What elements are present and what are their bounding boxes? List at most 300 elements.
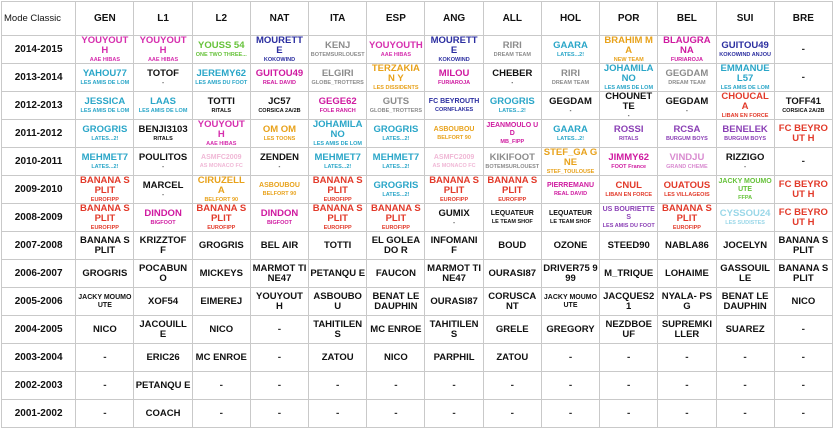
winner-name: BANANA SPLIT bbox=[196, 203, 247, 224]
winner-cell bbox=[541, 36, 599, 64]
empty-marker: - bbox=[685, 351, 689, 363]
winner-name: JACQUES2 1 bbox=[603, 290, 655, 312]
winner-cell bbox=[600, 260, 658, 288]
winner-name: PETANQU E bbox=[310, 267, 366, 279]
winner-name: TOTOF bbox=[147, 68, 179, 80]
winner-name: GROGRIS bbox=[82, 124, 128, 136]
winner-name: YOUYOUT H bbox=[139, 35, 187, 56]
winner-cell bbox=[658, 176, 716, 204]
winner-cell bbox=[425, 176, 483, 204]
team-name: GRAND CHEME bbox=[666, 163, 708, 170]
winner-cell bbox=[134, 92, 192, 120]
winner-cell bbox=[134, 204, 192, 232]
column-header-nat: NAT bbox=[250, 2, 308, 36]
winner-cell bbox=[425, 344, 483, 372]
winner-name: GREGORY bbox=[546, 323, 595, 335]
team-name: LATES...2! bbox=[382, 135, 410, 142]
winner-name: MEHMET7 bbox=[314, 152, 361, 164]
winner-name: JEREMY62 bbox=[196, 68, 247, 80]
winner-cell bbox=[309, 176, 367, 204]
team-name: AS MONACO FC bbox=[432, 163, 476, 169]
winner-name: CORUSCA NT bbox=[488, 290, 537, 312]
winner-cell bbox=[367, 288, 425, 316]
winner-cell bbox=[425, 288, 483, 316]
winner-cell bbox=[76, 64, 134, 92]
winner-name: GEGE62 bbox=[318, 96, 357, 108]
winner-cell bbox=[425, 92, 483, 120]
season-label: 2009-2010 bbox=[2, 176, 76, 204]
team-name: LES AMIS DE LOM bbox=[138, 107, 188, 114]
team-name: DREAM TEAM bbox=[551, 79, 590, 86]
team-name: DREAM TEAM bbox=[668, 79, 706, 86]
winner-name: GEGDAM bbox=[549, 96, 592, 108]
winner-cell bbox=[600, 344, 658, 372]
empty-marker: - bbox=[277, 379, 282, 391]
winner-cell bbox=[367, 92, 425, 120]
winner-cell bbox=[658, 92, 716, 120]
team-name: LATES...2! bbox=[382, 163, 410, 170]
winner-name: VINDJU bbox=[669, 152, 705, 164]
table-row bbox=[2, 232, 833, 260]
column-header-bel: BEL bbox=[658, 2, 716, 36]
winner-cell bbox=[367, 148, 425, 176]
winner-cell bbox=[134, 148, 192, 176]
winner-cell bbox=[192, 204, 250, 232]
team-name: GLOBE_TROTTERS bbox=[369, 107, 423, 114]
team-name: LES AMIS DU FOOT bbox=[602, 223, 655, 229]
winner-name: LAAS bbox=[150, 96, 176, 108]
winner-name: FAUCON bbox=[375, 267, 416, 279]
winner-cell bbox=[250, 288, 308, 316]
team-name: EUROFIPP bbox=[672, 224, 701, 231]
winner-name: GROGRIS bbox=[82, 267, 128, 279]
winner-name: MARMOT TINE47 bbox=[252, 262, 307, 284]
winner-name: POCABUN O bbox=[139, 262, 188, 284]
winner-name: MEHMET7 bbox=[81, 152, 129, 164]
table-row bbox=[2, 92, 833, 120]
team-name: RITALS bbox=[618, 135, 639, 142]
empty-marker: - bbox=[743, 407, 747, 419]
empty-marker: - bbox=[219, 379, 223, 391]
team-name: CORSICA 2A/2B bbox=[258, 107, 301, 114]
winner-name: YOUYOUT H bbox=[81, 35, 129, 56]
table-row bbox=[2, 316, 833, 344]
winner-cell bbox=[716, 92, 774, 120]
winner-cell bbox=[76, 204, 134, 232]
winner-name: BANANA SPLIT bbox=[662, 203, 712, 224]
empty-marker: - bbox=[685, 379, 689, 391]
team-name: EUROFIPP bbox=[498, 196, 527, 203]
season-label: 2005-2006 bbox=[2, 288, 76, 316]
winner-cell bbox=[774, 232, 832, 260]
winner-cell bbox=[600, 232, 658, 260]
winner-cell bbox=[425, 372, 483, 400]
winner-name: JOCELYN bbox=[723, 239, 768, 251]
winner-cell bbox=[483, 148, 541, 176]
winner-name: MC ENROE bbox=[370, 323, 422, 335]
empty-marker: - bbox=[452, 379, 456, 391]
winner-name: JEANMOULO UD bbox=[486, 122, 539, 137]
table-row bbox=[2, 400, 833, 428]
winner-cell bbox=[600, 204, 658, 232]
team-name: LATES...2! bbox=[324, 163, 352, 170]
winner-name: DINDON bbox=[260, 208, 299, 220]
team-name: EUROFIPP bbox=[90, 196, 119, 203]
winner-cell bbox=[716, 36, 774, 64]
winner-cell bbox=[774, 316, 832, 344]
winner-name: MICKEYS bbox=[199, 267, 243, 279]
empty-marker: - bbox=[568, 379, 573, 391]
winner-cell bbox=[716, 260, 774, 288]
winner-cell bbox=[425, 36, 483, 64]
winner-name: OUATOUS bbox=[663, 180, 711, 192]
empty-marker: - bbox=[336, 407, 340, 419]
winner-name: CYSSOU24 bbox=[719, 208, 771, 220]
winner-cell bbox=[250, 344, 308, 372]
team-name: DREAM TEAM bbox=[493, 51, 531, 58]
season-label: 2001-2002 bbox=[2, 400, 76, 428]
winner-cell bbox=[600, 64, 658, 92]
winner-cell bbox=[483, 64, 541, 92]
winner-cell bbox=[774, 148, 832, 176]
team-name: LES DISSIDENTS bbox=[373, 84, 419, 91]
team-name: LATES...2! bbox=[91, 163, 119, 170]
winner-cell bbox=[192, 400, 250, 428]
team-name: - bbox=[162, 79, 164, 86]
team-name: AAE HIBAS bbox=[147, 56, 179, 63]
winner-cell bbox=[134, 36, 192, 64]
team-name: - bbox=[278, 163, 281, 170]
winner-name: GROGRIS bbox=[198, 239, 244, 251]
winner-cell bbox=[134, 232, 192, 260]
team-name: LES TOONS bbox=[263, 135, 296, 142]
winner-cell bbox=[774, 260, 832, 288]
winner-cell bbox=[716, 148, 774, 176]
winner-name: BANANA SPLIT bbox=[312, 175, 363, 196]
winner-cell bbox=[134, 176, 192, 204]
empty-marker: - bbox=[277, 323, 282, 335]
table-row bbox=[2, 148, 833, 176]
winner-cell bbox=[425, 400, 483, 428]
team-name: FOLE RANCH bbox=[319, 107, 356, 114]
winner-cell bbox=[774, 344, 832, 372]
winner-cell bbox=[192, 372, 250, 400]
empty-marker: - bbox=[103, 407, 107, 419]
team-name: LIBAN EN FORCE bbox=[605, 191, 653, 198]
winner-name: NABLA86 bbox=[664, 239, 709, 251]
winner-cell bbox=[309, 204, 367, 232]
team-name: AS MONACO FC bbox=[199, 163, 243, 169]
winner-name: OM OM bbox=[262, 124, 297, 136]
winner-name: TOFF41 bbox=[785, 96, 821, 108]
season-label: 2007-2008 bbox=[2, 232, 76, 260]
winner-name: BRAHIM MA bbox=[604, 35, 653, 56]
team-name: BELFORT 90 bbox=[437, 135, 471, 141]
team-name: BIGFOOT bbox=[266, 219, 292, 226]
table-row bbox=[2, 372, 833, 400]
team-name: BOTEMSURLOUEST bbox=[485, 163, 540, 170]
empty-marker: - bbox=[394, 407, 398, 419]
winner-name: BANANA SPLIT bbox=[487, 175, 538, 196]
team-name: LIBAN EN FORCE bbox=[721, 112, 769, 119]
team-name: GLOBE_TROTTERS bbox=[311, 79, 364, 86]
team-name: LE TEAM SHOF bbox=[491, 219, 533, 225]
winner-name: BENAT LE DAUPHIN bbox=[721, 290, 769, 312]
team-name: EUROFIPP bbox=[323, 196, 352, 203]
winner-cell bbox=[483, 232, 541, 260]
empty-marker: - bbox=[510, 407, 514, 419]
winner-cell bbox=[76, 120, 134, 148]
winner-name: GUMIX bbox=[438, 208, 470, 220]
empty-marker: - bbox=[627, 351, 631, 363]
team-name: EUROFIPP bbox=[381, 224, 410, 231]
season-label: 2012-2013 bbox=[2, 92, 76, 120]
team-name: LES SUDISTES bbox=[725, 219, 765, 226]
winner-cell bbox=[192, 288, 250, 316]
team-name: CORNFLAKES bbox=[434, 107, 474, 113]
winner-name: GUTS bbox=[382, 96, 410, 108]
empty-marker: - bbox=[277, 351, 282, 363]
winner-cell bbox=[76, 176, 134, 204]
winner-name: NEZDBOE UF bbox=[605, 318, 652, 340]
winner-name: LEQUATEUR bbox=[548, 210, 593, 217]
winner-cell bbox=[774, 372, 832, 400]
winner-cell bbox=[541, 92, 599, 120]
winner-cell bbox=[250, 400, 308, 428]
winner-cell bbox=[250, 372, 308, 400]
empty-marker: - bbox=[685, 407, 689, 419]
winner-name: BANANA SPLIT bbox=[79, 175, 130, 196]
winner-name: FC BEYROUT H bbox=[778, 178, 828, 200]
winner-cell bbox=[134, 260, 192, 288]
winner-cell bbox=[716, 232, 774, 260]
winner-cell bbox=[250, 64, 308, 92]
winner-name: BLAUGRA NA bbox=[663, 35, 711, 56]
winner-name: XOF54 bbox=[148, 295, 179, 307]
winner-name: ASMFC2009 bbox=[201, 154, 242, 161]
team-name: LES AMIS DE LOM bbox=[313, 140, 363, 147]
winner-cell bbox=[716, 64, 774, 92]
team-name: EUROFIPP bbox=[323, 224, 352, 231]
winner-cell bbox=[367, 372, 425, 400]
team-name: AAE HIBAS bbox=[89, 56, 120, 63]
winner-name: CNUL bbox=[615, 180, 642, 192]
winner-name: BANANA SPLIT bbox=[429, 175, 479, 196]
empty-marker: - bbox=[801, 323, 806, 335]
winner-cell bbox=[76, 260, 134, 288]
team-name: BOTEMSURLOUEST bbox=[310, 51, 365, 58]
winner-cell bbox=[192, 120, 250, 148]
winner-cell bbox=[76, 148, 134, 176]
empty-marker: - bbox=[452, 407, 456, 419]
winner-cell bbox=[192, 64, 250, 92]
team-name: REAL DAVID bbox=[553, 191, 588, 197]
winner-cell bbox=[483, 316, 541, 344]
winner-cell bbox=[658, 344, 716, 372]
winner-cell bbox=[658, 64, 716, 92]
winner-cell bbox=[76, 92, 134, 120]
winner-cell bbox=[716, 372, 774, 400]
winner-cell bbox=[774, 120, 832, 148]
winner-name: KIKIFOOT bbox=[489, 152, 535, 164]
winner-cell bbox=[367, 36, 425, 64]
winner-name: YAHOU77 bbox=[82, 68, 127, 80]
winner-name: GEGDAM bbox=[665, 96, 709, 108]
winner-cell bbox=[367, 176, 425, 204]
winner-name: GROGRIS bbox=[489, 96, 535, 108]
winner-cell bbox=[483, 344, 541, 372]
winner-name: ROSSI bbox=[613, 124, 644, 136]
winner-cell bbox=[250, 204, 308, 232]
winner-cell bbox=[600, 372, 658, 400]
winner-cell bbox=[76, 372, 134, 400]
winner-cell bbox=[192, 316, 250, 344]
winner-cell bbox=[309, 344, 367, 372]
column-header-l2: L2 bbox=[192, 2, 250, 36]
winner-name: BOUD bbox=[498, 239, 527, 251]
empty-marker: - bbox=[801, 43, 806, 55]
winner-cell bbox=[716, 344, 774, 372]
winner-name: RIRI bbox=[502, 40, 522, 52]
winner-cell bbox=[425, 316, 483, 344]
winner-cell bbox=[192, 148, 250, 176]
winner-name: NICO bbox=[384, 351, 408, 363]
team-name: BURGUM BOYS bbox=[724, 135, 767, 142]
empty-marker: - bbox=[510, 379, 514, 391]
team-name: EUROFIPP bbox=[90, 224, 119, 231]
winner-name: COACH bbox=[145, 407, 181, 419]
winner-name: GAARA bbox=[553, 40, 588, 52]
winner-name: OZONE bbox=[553, 239, 588, 251]
winner-cell bbox=[134, 316, 192, 344]
winner-name: BANANA SPLIT bbox=[79, 203, 130, 224]
winner-name: JIMMY62 bbox=[608, 152, 650, 164]
winner-cell bbox=[658, 316, 716, 344]
winner-name: EL GOLEADO R bbox=[371, 234, 421, 256]
team-name: REAL DAVID bbox=[262, 79, 297, 86]
empty-marker: - bbox=[277, 407, 282, 419]
winner-name: TAHITILEN S bbox=[429, 318, 479, 340]
season-label: 2002-2003 bbox=[2, 372, 76, 400]
winner-cell bbox=[774, 64, 832, 92]
winner-name: CIRUZELL A bbox=[197, 175, 245, 196]
winner-cell bbox=[774, 204, 832, 232]
winner-cell bbox=[483, 288, 541, 316]
winner-name: KRIZZTOF F bbox=[139, 234, 187, 256]
winner-name: YOUYOUT H bbox=[197, 119, 245, 140]
winner-name: TOTTI bbox=[324, 239, 352, 251]
team-name: ONE TWO THREE... bbox=[195, 51, 247, 58]
champions-table bbox=[1, 1, 833, 428]
winner-cell bbox=[658, 148, 716, 176]
winner-name: DRIVER75 999 bbox=[543, 262, 598, 284]
winner-name: MOURETT E bbox=[430, 35, 478, 56]
team-name: LATES...2! bbox=[498, 107, 526, 114]
winner-cell bbox=[309, 400, 367, 428]
team-name: - bbox=[511, 79, 514, 86]
winner-name: OURASI87 bbox=[430, 295, 478, 307]
team-name: - bbox=[569, 107, 572, 114]
team-name: NEW TEAM bbox=[613, 56, 644, 63]
table-row bbox=[2, 120, 833, 148]
winner-cell bbox=[76, 36, 134, 64]
season-label: 2010-2011 bbox=[2, 148, 76, 176]
empty-marker: - bbox=[394, 379, 398, 391]
winner-name: MILOU bbox=[438, 68, 470, 80]
winner-cell bbox=[716, 288, 774, 316]
team-name: LES AMIS DE LOM bbox=[720, 84, 770, 91]
winner-name: CHOUNET TE bbox=[605, 91, 653, 112]
table-body bbox=[2, 36, 833, 428]
header-row bbox=[2, 2, 833, 36]
winner-name: MOURETT E bbox=[255, 35, 303, 56]
winner-cell bbox=[483, 120, 541, 148]
winner-cell bbox=[716, 120, 774, 148]
winner-name: GUITOU49 bbox=[255, 68, 304, 80]
season-label: 2008-2009 bbox=[2, 204, 76, 232]
winner-name: BENELEK bbox=[722, 124, 768, 136]
winner-name: CHEBER bbox=[492, 68, 533, 80]
winner-cell bbox=[600, 176, 658, 204]
empty-marker: - bbox=[801, 71, 806, 83]
team-name: - bbox=[744, 163, 747, 170]
winner-name: YOUYOUT H bbox=[255, 290, 303, 312]
column-header-gen: GEN bbox=[76, 2, 134, 36]
winner-cell bbox=[367, 260, 425, 288]
winner-cell bbox=[483, 36, 541, 64]
team-name: MB_FIPP bbox=[500, 139, 525, 145]
winner-name: CHOUCAL A bbox=[721, 91, 769, 112]
winner-name: LOHAIME bbox=[664, 267, 709, 279]
winner-cell bbox=[367, 120, 425, 148]
winner-cell bbox=[774, 176, 832, 204]
winner-cell bbox=[600, 120, 658, 148]
winner-name: PIERREMANU bbox=[546, 182, 595, 189]
team-name: LES AMIS DE LOM bbox=[80, 79, 130, 86]
winner-cell bbox=[134, 120, 192, 148]
winner-name: BANANA SPLIT bbox=[370, 203, 421, 224]
winner-cell bbox=[716, 204, 774, 232]
winner-cell bbox=[483, 400, 541, 428]
empty-marker: - bbox=[103, 379, 107, 391]
team-name: AAE HIBAS bbox=[206, 140, 237, 147]
winner-cell bbox=[600, 36, 658, 64]
winner-cell bbox=[658, 372, 716, 400]
team-name: RITALS bbox=[211, 107, 231, 114]
winner-name: FC BEYROUT H bbox=[778, 206, 828, 228]
empty-marker: - bbox=[568, 351, 573, 363]
winner-cell bbox=[483, 176, 541, 204]
winner-cell bbox=[250, 92, 308, 120]
winner-name: YOUSS 54 bbox=[198, 40, 245, 52]
winner-cell bbox=[309, 64, 367, 92]
winner-name: JACOUILL E bbox=[139, 318, 187, 340]
winner-cell bbox=[425, 120, 483, 148]
winner-name: GRELE bbox=[495, 323, 529, 335]
winner-cell bbox=[541, 316, 599, 344]
winner-name: MARMOT TINE47 bbox=[427, 262, 481, 284]
empty-marker: - bbox=[568, 407, 573, 419]
winner-cell bbox=[658, 232, 716, 260]
winner-cell bbox=[367, 232, 425, 260]
season-label: 2011-2012 bbox=[2, 120, 76, 148]
winner-name: JACKY MOUMOUTE bbox=[718, 178, 772, 193]
winner-cell bbox=[76, 344, 134, 372]
empty-marker: - bbox=[801, 155, 806, 167]
winner-cell bbox=[541, 64, 599, 92]
season-label: 2013-2014 bbox=[2, 64, 76, 92]
winner-name: TAHITILEN S bbox=[313, 318, 363, 340]
